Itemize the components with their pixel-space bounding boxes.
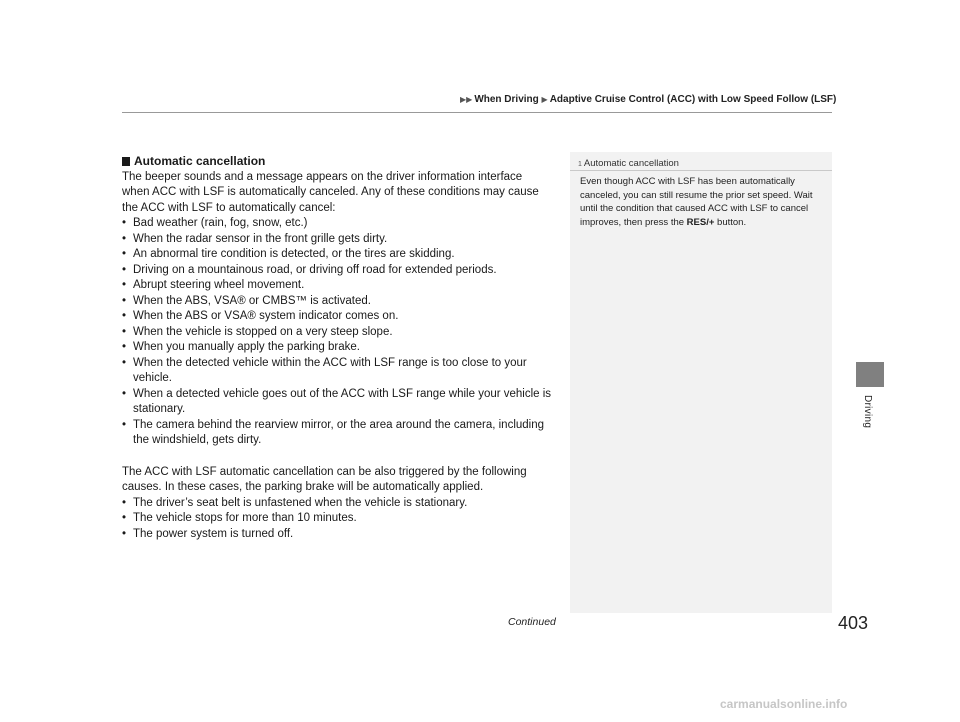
breadcrumb-part1: When Driving: [474, 94, 539, 105]
list-item: • When the vehicle is stopped on a very steep slope.: [122, 325, 552, 341]
list-item: • When the ABS, VSA® or CMBS™ is activated.: [122, 294, 552, 310]
arrow-right-icon: ▶▶: [460, 95, 473, 104]
reference-number: 1: [578, 161, 582, 168]
sidebar-divider: [570, 170, 832, 171]
square-bullet-icon: [122, 157, 130, 166]
causes-list: [122, 496, 552, 543]
sidebar-note: [570, 152, 832, 613]
list-item: • Driving on a mountainous road, or driving off road for extended periods.: [122, 263, 552, 279]
page-number: 403: [838, 613, 869, 633]
section-title: Automatic cancellation: [122, 154, 552, 170]
list-item: • The driver’s seat belt is unfastened when the vehicle is stationary.: [122, 496, 552, 512]
sidebar-body: Even though ACC with LSF has been automatically canceled, you can still resume the prior set speed. Wait until the condition that caused ACC with LSF to cancel improves, then press the RES/+ button.: [580, 176, 813, 228]
watermark: carmanualsonline.info: [720, 697, 848, 711]
breadcrumb: [460, 94, 836, 105]
list-item: • When you manually apply the parking brake.: [122, 340, 552, 356]
list-item: • The camera behind the rearview mirror, or the area around the camera, including the windshield, gets dirty.: [122, 418, 552, 449]
list-item: • When a detected vehicle goes out of the ACC with LSF range while your vehicle is stationary.: [122, 387, 552, 418]
list-item: • Bad weather (rain, fog, snow, etc.): [122, 216, 552, 232]
arrow-right-icon: ▶: [541, 95, 548, 104]
list-item: • Abrupt steering wheel movement.: [122, 278, 552, 294]
second-paragraph: The ACC with LSF automatic cancellation can be also triggered by the following causes. In these cases, the parking brake will be automatically applied.: [122, 465, 527, 493]
list-item: • When the detected vehicle within the ACC with LSF range is too close to your vehicle.: [122, 356, 552, 387]
breadcrumb-part2: Adaptive Cruise Control (ACC) with Low Speed Follow (LSF): [549, 94, 837, 105]
continued-label: Continued: [508, 616, 556, 628]
main-content: [122, 154, 552, 542]
chapter-tab-marker[interactable]: [856, 362, 884, 387]
header-divider: [122, 112, 832, 113]
conditions-list: [122, 216, 552, 449]
sidebar-title: 1 Automatic cancellation: [578, 158, 679, 169]
list-item: • The power system is turned off.: [122, 527, 552, 543]
list-item: • An abnormal tire condition is detected, or the tires are skidding.: [122, 247, 552, 263]
chapter-tab-label[interactable]: Driving: [862, 395, 873, 429]
res-button-name: RES/+: [686, 216, 715, 228]
list-item: • When the ABS or VSA® system indicator comes on.: [122, 309, 552, 325]
list-item: • The vehicle stops for more than 10 minutes.: [122, 511, 552, 527]
list-item: • When the radar sensor in the front grille gets dirty.: [122, 232, 552, 248]
intro-paragraph: The beeper sounds and a message appears on the driver information interface when ACC with LSF is automatically canceled. Any of these conditions may cause the ACC with LSF to automatically cancel:: [122, 170, 539, 214]
